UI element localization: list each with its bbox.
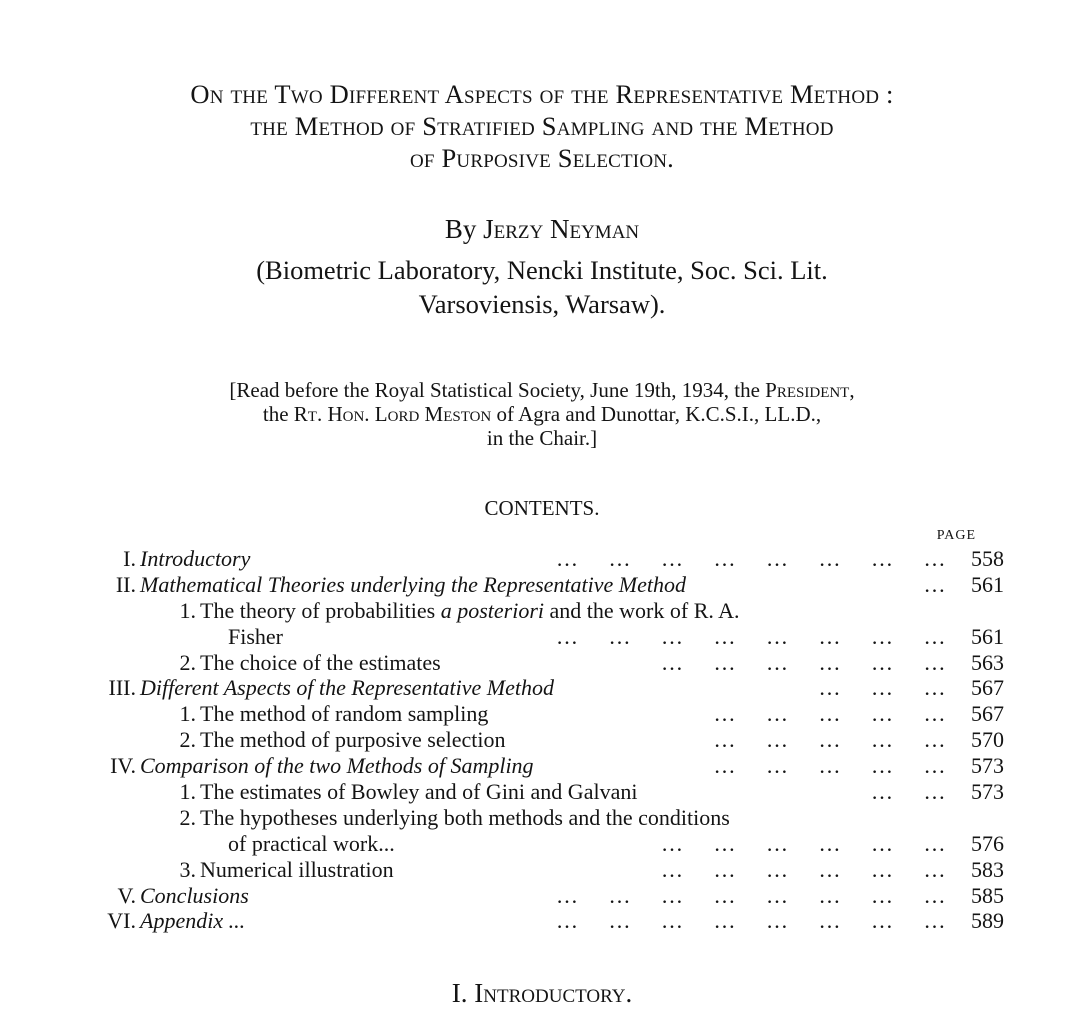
toc-label: of practical work... [228, 830, 395, 856]
author-prefix: By [444, 214, 477, 244]
toc-number: V. [117, 882, 136, 908]
toc-leader: … … … … … [713, 701, 946, 727]
toc-entry[interactable] [0, 546, 1084, 572]
read-note-text: [Read before the Royal Statistical Society, June 19th, 1934, the [229, 378, 766, 402]
toc-page: 567 [971, 675, 1004, 701]
toc-entry[interactable] [0, 779, 1084, 805]
toc-label: Mathematical Theories underlying the Representative Method [140, 571, 686, 597]
toc-number: 2. [179, 727, 196, 753]
toc-page: 576 [971, 830, 1004, 856]
toc-entry-continuation[interactable] [0, 624, 1084, 650]
section-heading: I. Introductory. [451, 978, 633, 1008]
toc-number: 1. [179, 779, 196, 805]
read-note-line-3: in the Chair.] [486, 426, 598, 450]
toc-label: The method of purposive selection [200, 727, 506, 753]
toc-page: 583 [971, 856, 1004, 882]
toc-label: The choice of the estimates [200, 649, 441, 675]
toc-leader: … … … … … [713, 727, 946, 753]
toc-number: III. [108, 675, 136, 701]
toc-label: Introductory [140, 546, 251, 571]
toc-page: 573 [971, 753, 1004, 779]
toc-number: 1. [179, 597, 196, 623]
toc-entry[interactable] [0, 883, 1084, 909]
read-note-text: the [262, 402, 294, 426]
read-note [0, 378, 1084, 450]
toc-entry[interactable] [0, 727, 1084, 753]
toc-number: 3. [179, 856, 196, 882]
toc-number: I. [123, 546, 136, 571]
toc-label: The hypotheses underlying both methods and the conditions [200, 804, 730, 830]
toc-page: 561 [971, 571, 1004, 597]
toc-entry[interactable] [0, 908, 1084, 934]
toc-label: Conclusions [140, 882, 249, 908]
toc-page: 558 [971, 546, 1004, 571]
president-title: President [765, 378, 850, 402]
toc-leader: … [923, 571, 946, 597]
toc-entry[interactable] [0, 857, 1084, 883]
toc-page: 567 [971, 701, 1004, 727]
title-line: On the Two Different Aspects of the Representative Method : [190, 79, 894, 109]
toc-leader: … … … … … … … … [556, 546, 946, 571]
toc-number: 2. [179, 649, 196, 675]
toc-leader: … … [871, 779, 946, 805]
toc-entry[interactable] [0, 805, 1084, 831]
affiliation [0, 253, 1084, 321]
affiliation-line: Varsoviensis, Warsaw). [418, 289, 666, 319]
toc-leader: … … … … … … [661, 856, 946, 882]
toc-label: Appendix ... [140, 908, 246, 934]
toc-leader: … … … [818, 675, 946, 701]
toc-entry[interactable] [0, 753, 1084, 779]
title-line: of Purposive Selection. [409, 143, 674, 173]
author-line [0, 214, 1084, 245]
toc-leader: … … … … … … … … [556, 908, 946, 934]
italic-phrase: a posteriori [440, 597, 545, 623]
toc-page: 589 [971, 908, 1004, 934]
toc-leader: … … … … … [713, 753, 946, 779]
author-name: Jerzy Neyman [483, 214, 640, 244]
toc-leader: … … … … … … [661, 830, 946, 856]
toc-entry[interactable] [0, 598, 1084, 624]
toc-number: 1. [179, 701, 196, 727]
read-note-line-1 [0, 378, 1084, 402]
toc-number: II. [115, 571, 136, 597]
paper-title [0, 78, 1084, 174]
title-line: the Method of Stratified Sampling and the Method [250, 111, 834, 141]
read-note-text: of Agra and Dunottar, K.C.S.I., LL.D., [491, 402, 822, 426]
read-note-text: , [849, 378, 855, 402]
contents-heading: CONTENTS. [484, 496, 600, 520]
toc-page: 561 [971, 623, 1004, 649]
toc-label: The theory of probabilities a posteriori and the work of R. A. [200, 597, 740, 623]
chair-name: Rt. Hon. Lord Meston [293, 402, 492, 426]
toc-label: The method of random sampling [200, 701, 489, 727]
toc-label: Different Aspects of the Representative Method [140, 675, 555, 701]
toc-entry[interactable] [0, 650, 1084, 676]
toc-number: 2. [179, 804, 196, 830]
toc-entry[interactable] [0, 572, 1084, 598]
toc-number: VI. [107, 908, 136, 934]
toc-label: Fisher [228, 623, 283, 649]
toc-label: The estimates of Bowley and of Gini and Galvani [200, 779, 638, 805]
toc-page: 585 [971, 882, 1004, 908]
read-note-line-2 [0, 402, 1084, 426]
toc-page: 563 [971, 649, 1004, 675]
toc-page: 573 [971, 779, 1004, 805]
toc-label: Comparison of the two Methods of Sampling [140, 753, 534, 779]
toc-leader: … … … … … … … … [556, 882, 946, 908]
toc-label: Numerical illustration [200, 856, 394, 882]
toc-leader: … … … … … … … … [556, 623, 946, 649]
toc-page: 570 [971, 727, 1004, 753]
toc-entry[interactable] [0, 701, 1084, 727]
page-column-label: PAGE [936, 528, 976, 543]
toc-entry-continuation[interactable] [0, 831, 1084, 857]
toc-number: IV. [110, 753, 136, 779]
toc-leader: … … … … … … [661, 649, 946, 675]
toc-entry[interactable] [0, 675, 1084, 701]
table-of-contents [0, 546, 1084, 934]
affiliation-line: (Biometric Laboratory, Nencki Institute, Soc. Sci. Lit. [256, 255, 828, 285]
